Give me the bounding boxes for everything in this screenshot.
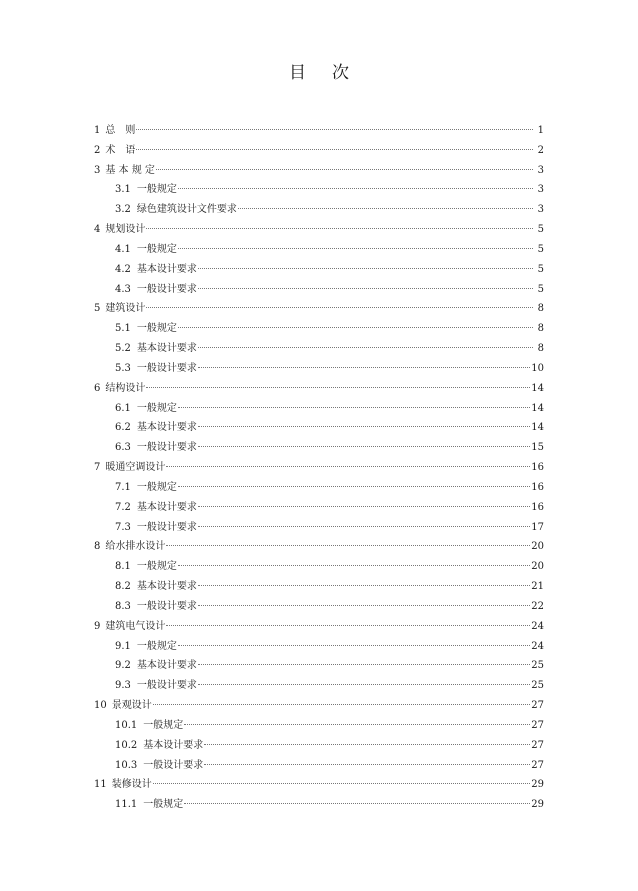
toc-entry-title: 一般规定 <box>136 402 177 414</box>
toc-entry-title: 一般规定 <box>136 481 177 493</box>
toc-section-entry[interactable] <box>94 775 544 795</box>
toc-subsection-entry[interactable] <box>94 319 544 339</box>
toc-entry-page-number: 16 <box>531 481 544 493</box>
toc-entry-number: 4.1 <box>115 243 131 255</box>
dot-leader <box>178 486 530 487</box>
toc-subsection-entry[interactable] <box>94 478 544 498</box>
toc-section-entry[interactable] <box>94 121 544 141</box>
toc-entry-title: 一般规定 <box>136 184 177 196</box>
dot-leader <box>178 565 530 566</box>
toc-entry-title: 基本设计要求 <box>143 739 204 751</box>
toc-entry-title: 规划设计 <box>105 224 146 236</box>
toc-entry-number: 9.3 <box>115 680 131 692</box>
dot-leader <box>146 307 533 308</box>
dot-leader <box>198 684 530 685</box>
toc-entry-title: 基本设计要求 <box>136 660 197 672</box>
toc-section-entry[interactable] <box>94 299 544 319</box>
toc-entry-number: 8.2 <box>115 581 131 593</box>
toc-entry-title: 一般设计要求 <box>136 521 197 533</box>
toc-entry-page-number: 21 <box>531 581 544 593</box>
dot-leader <box>204 744 530 745</box>
toc-subsection-entry[interactable] <box>94 359 544 379</box>
dot-leader <box>178 248 533 249</box>
toc-subsection-entry[interactable] <box>94 280 544 300</box>
dot-leader <box>198 288 533 289</box>
dot-leader <box>198 367 530 368</box>
toc-entry-number: 10.1 <box>115 719 138 731</box>
toc-section-entry[interactable] <box>94 617 544 637</box>
toc-subsection-entry[interactable] <box>94 180 544 200</box>
dot-leader <box>166 545 530 546</box>
toc-entry-number: 9.1 <box>115 640 131 652</box>
toc-entry-title: 一般规定 <box>136 561 177 573</box>
toc-entry-title: 景观设计 <box>111 700 152 712</box>
toc-entry-page-number: 24 <box>531 620 544 632</box>
toc-entry-page-number: 25 <box>531 660 544 672</box>
toc-entry-title: 暖通空调设计 <box>105 462 166 474</box>
dot-leader <box>178 327 533 328</box>
toc-entry-title: 基本设计要求 <box>136 422 197 434</box>
dot-leader <box>198 664 530 665</box>
dot-leader <box>198 506 530 507</box>
toc-entry-page-number: 16 <box>531 501 544 513</box>
toc-entry-page-number: 27 <box>531 700 544 712</box>
dot-leader <box>198 446 530 447</box>
toc-entry-title: 一般规定 <box>143 799 184 811</box>
table-of-contents <box>94 121 544 815</box>
toc-entry-page-number: 1 <box>537 125 544 136</box>
toc-entry-page-number: 5 <box>537 224 544 236</box>
page-title <box>0 58 638 83</box>
toc-section-entry[interactable] <box>94 696 544 716</box>
toc-entry-page-number: 8 <box>537 343 544 355</box>
toc-entry-page-number: 27 <box>531 719 544 731</box>
toc-entry-number: 7 <box>94 462 101 474</box>
toc-entry-title: 装修设计 <box>111 779 152 791</box>
dot-leader <box>204 764 530 765</box>
toc-entry-number: 5 <box>94 303 101 315</box>
toc-entry-number: 3.2 <box>115 204 131 216</box>
toc-entry-title: 一般设计要求 <box>136 600 197 612</box>
toc-entry-number: 10.3 <box>115 759 138 771</box>
toc-subsection-entry[interactable] <box>94 518 544 538</box>
toc-entry-title: 术 语 <box>105 144 136 156</box>
toc-entry-title: 一般设计要求 <box>136 283 197 295</box>
toc-entry-number: 1 <box>94 125 101 136</box>
dot-leader <box>178 188 533 189</box>
toc-entry-page-number: 22 <box>531 600 544 612</box>
toc-subsection-entry[interactable] <box>94 200 544 220</box>
dot-leader <box>146 387 530 388</box>
toc-entry-title: 一般设计要求 <box>136 680 197 692</box>
dot-leader <box>184 803 530 804</box>
toc-subsection-entry[interactable] <box>94 557 544 577</box>
dot-leader <box>153 704 531 705</box>
toc-subsection-entry[interactable] <box>94 795 544 815</box>
toc-subsection-entry[interactable] <box>94 577 544 597</box>
toc-entry-title: 给水排水设计 <box>105 541 166 553</box>
toc-entry-number: 10.2 <box>115 739 138 751</box>
toc-subsection-entry[interactable] <box>94 597 544 617</box>
title-char-2: 次 <box>332 63 349 83</box>
toc-entry-title: 一般设计要求 <box>136 442 197 454</box>
toc-entry-number: 2 <box>94 144 101 156</box>
toc-subsection-entry[interactable] <box>94 240 544 260</box>
dot-leader <box>153 783 531 784</box>
dot-leader <box>166 625 530 626</box>
toc-entry-title: 建筑电气设计 <box>105 620 166 632</box>
toc-entry-page-number: 27 <box>531 739 544 751</box>
toc-subsection-entry[interactable] <box>94 656 544 676</box>
dot-leader <box>238 208 533 209</box>
toc-entry-page-number: 16 <box>531 462 544 474</box>
toc-subsection-entry[interactable] <box>94 676 544 696</box>
toc-entry-page-number: 14 <box>531 402 544 414</box>
toc-entry-number: 8.3 <box>115 600 131 612</box>
toc-subsection-entry[interactable] <box>94 637 544 657</box>
toc-subsection-entry[interactable] <box>94 399 544 419</box>
toc-entry-page-number: 3 <box>537 204 544 216</box>
dot-leader <box>136 129 533 130</box>
toc-entry-title: 一般规定 <box>136 640 177 652</box>
toc-entry-page-number: 20 <box>531 541 544 553</box>
toc-entry-title: 基本设计要求 <box>136 263 197 275</box>
toc-section-entry[interactable] <box>94 161 544 181</box>
toc-entry-page-number: 20 <box>531 561 544 573</box>
dot-leader <box>156 169 533 170</box>
dot-leader <box>184 724 530 725</box>
toc-entry-title: 一般规定 <box>143 719 184 731</box>
toc-entry-number: 11 <box>94 779 107 791</box>
toc-entry-title: 结构设计 <box>105 382 146 394</box>
toc-entry-title: 一般规定 <box>136 323 177 335</box>
dot-leader <box>136 149 533 150</box>
toc-entry-title: 基 本 规 定 <box>105 164 155 176</box>
toc-entry-number: 9 <box>94 620 101 632</box>
toc-entry-page-number: 8 <box>537 303 544 315</box>
dot-leader <box>198 268 533 269</box>
toc-section-entry[interactable] <box>94 458 544 478</box>
toc-entry-page-number: 15 <box>531 442 544 454</box>
toc-subsection-entry[interactable] <box>94 736 544 756</box>
toc-entry-page-number: 8 <box>537 323 544 335</box>
dot-leader <box>198 526 530 527</box>
toc-subsection-entry[interactable] <box>94 339 544 359</box>
toc-entry-number: 7.3 <box>115 521 131 533</box>
toc-entry-page-number: 5 <box>537 243 544 255</box>
toc-subsection-entry[interactable] <box>94 716 544 736</box>
dot-leader <box>198 347 533 348</box>
toc-entry-title: 绿色建筑设计文件要求 <box>136 204 237 216</box>
toc-subsection-entry[interactable] <box>94 418 544 438</box>
toc-entry-number: 8 <box>94 541 101 553</box>
toc-entry-number: 7.2 <box>115 501 131 513</box>
toc-entry-number: 5.1 <box>115 323 131 335</box>
dot-leader <box>178 407 530 408</box>
toc-section-entry[interactable] <box>94 141 544 161</box>
toc-subsection-entry[interactable] <box>94 438 544 458</box>
toc-entry-page-number: 3 <box>537 164 544 176</box>
toc-entry-number: 4.2 <box>115 263 131 275</box>
toc-entry-page-number: 17 <box>531 521 544 533</box>
toc-entry-number: 6.3 <box>115 442 131 454</box>
toc-entry-number: 3.1 <box>115 184 131 196</box>
toc-entry-title: 基本设计要求 <box>136 343 197 355</box>
toc-entry-number: 4.3 <box>115 283 131 295</box>
toc-entry-page-number: 14 <box>531 382 544 394</box>
toc-entry-number: 6 <box>94 382 101 394</box>
toc-entry-title: 一般规定 <box>136 243 177 255</box>
toc-entry-page-number: 5 <box>537 283 544 295</box>
toc-entry-number: 5.2 <box>115 343 131 355</box>
title-char-1: 目 <box>289 63 306 83</box>
toc-entry-title: 一般设计要求 <box>143 759 204 771</box>
toc-entry-page-number: 29 <box>531 799 544 811</box>
toc-entry-title: 基本设计要求 <box>136 501 197 513</box>
toc-entry-number: 7.1 <box>115 481 131 493</box>
toc-entry-number: 6.2 <box>115 422 131 434</box>
toc-subsection-entry[interactable] <box>94 260 544 280</box>
toc-entry-page-number: 27 <box>531 759 544 771</box>
toc-entry-page-number: 24 <box>531 640 544 652</box>
toc-entry-title: 总 则 <box>105 125 136 136</box>
dot-leader <box>198 605 530 606</box>
toc-entry-page-number: 25 <box>531 680 544 692</box>
toc-subsection-entry[interactable] <box>94 756 544 776</box>
toc-entry-title: 一般设计要求 <box>136 362 197 374</box>
toc-entry-number: 8.1 <box>115 561 131 573</box>
toc-entry-title: 建筑设计 <box>105 303 146 315</box>
toc-entry-number: 4 <box>94 224 101 236</box>
dot-leader <box>146 228 533 229</box>
dot-leader <box>166 466 530 467</box>
toc-entry-number: 5.3 <box>115 362 131 374</box>
toc-entry-page-number: 2 <box>537 144 544 156</box>
toc-entry-number: 6.1 <box>115 402 131 414</box>
dot-leader <box>178 645 530 646</box>
dot-leader <box>198 585 530 586</box>
toc-entry-title: 基本设计要求 <box>136 581 197 593</box>
toc-entry-page-number: 5 <box>537 263 544 275</box>
toc-subsection-entry[interactable] <box>94 498 544 518</box>
toc-entry-number: 3 <box>94 164 101 176</box>
toc-entry-page-number: 10 <box>531 362 544 374</box>
toc-entry-page-number: 3 <box>537 184 544 196</box>
toc-entry-number: 11.1 <box>115 799 138 811</box>
dot-leader <box>198 426 530 427</box>
toc-section-entry[interactable] <box>94 220 544 240</box>
toc-entry-number: 10 <box>94 700 107 712</box>
toc-entry-number: 9.2 <box>115 660 131 672</box>
toc-section-entry[interactable] <box>94 537 544 557</box>
toc-entry-page-number: 29 <box>531 779 544 791</box>
toc-section-entry[interactable] <box>94 379 544 399</box>
toc-entry-page-number: 14 <box>531 422 544 434</box>
